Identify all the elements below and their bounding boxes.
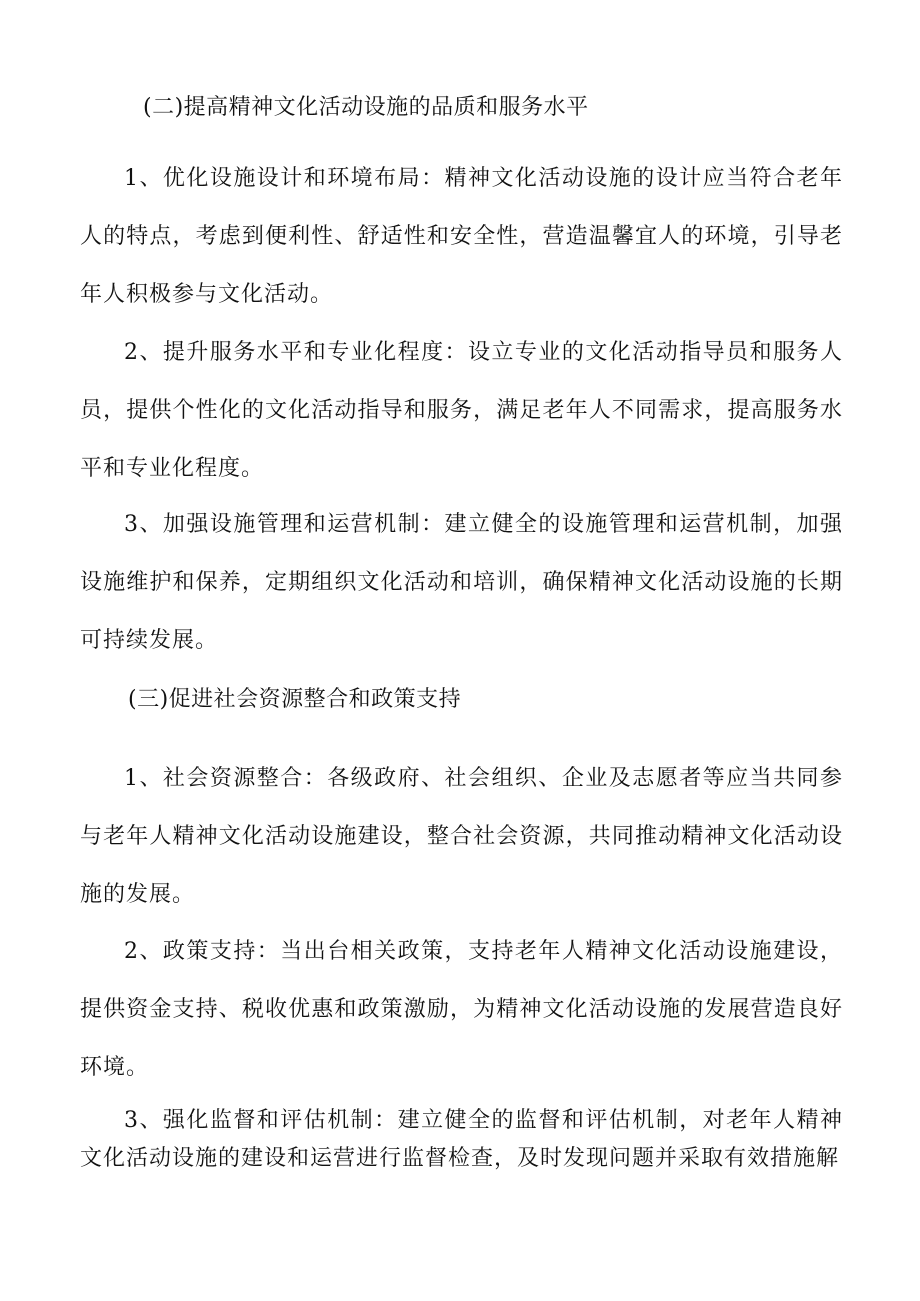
paragraph-3-3: 3、强化监督和评估机制：建立健全的监督和评估机制，对老年人精神文化活动设施的建设和运营进行监督检查，及时发现问题并采取有效措施解 (80, 1108, 843, 1171)
paragraph-2-3: 3、加强设施管理和运营机制：建立健全的设施管理和运营机制，加强设施维护和保养，定期组织文化活动和培训，确保精神文化活动设施的长期可持续发展。 (80, 512, 843, 653)
section-heading-2: (二)提高精神文化活动设施的品质和服务水平 (143, 95, 589, 120)
section-heading-3: (三)促进社会资源整合和政策支持 (128, 687, 462, 712)
paragraph-2-1: 1、优化设施设计和环境布局：精神文化活动设施的设计应当符合老年人的特点，考虑到便利性、舒适性和安全性，营造温馨宜人的环境，引导老年人积极参与文化活动。 (80, 166, 843, 307)
paragraph-3-1: 1、社会资源整合：各级政府、社会组织、企业及志愿者等应当共同参与老年人精神文化活动设施建设，整合社会资源，共同推动精神文化活动设施的发展。 (80, 766, 843, 907)
paragraph-3-2: 2、政策支持：当出台相关政策，支持老年人精神文化活动设施建设，提供资金支持、税收优惠和政策激励，为精神文化活动设施的发展营造良好环境。 (80, 939, 843, 1080)
paragraph-2-2: 2、提升服务水平和专业化程度：设立专业的文化活动指导员和服务人员，提供个性化的文化活动指导和服务，满足老年人不同需求，提高服务水平和专业化程度。 (80, 340, 843, 481)
